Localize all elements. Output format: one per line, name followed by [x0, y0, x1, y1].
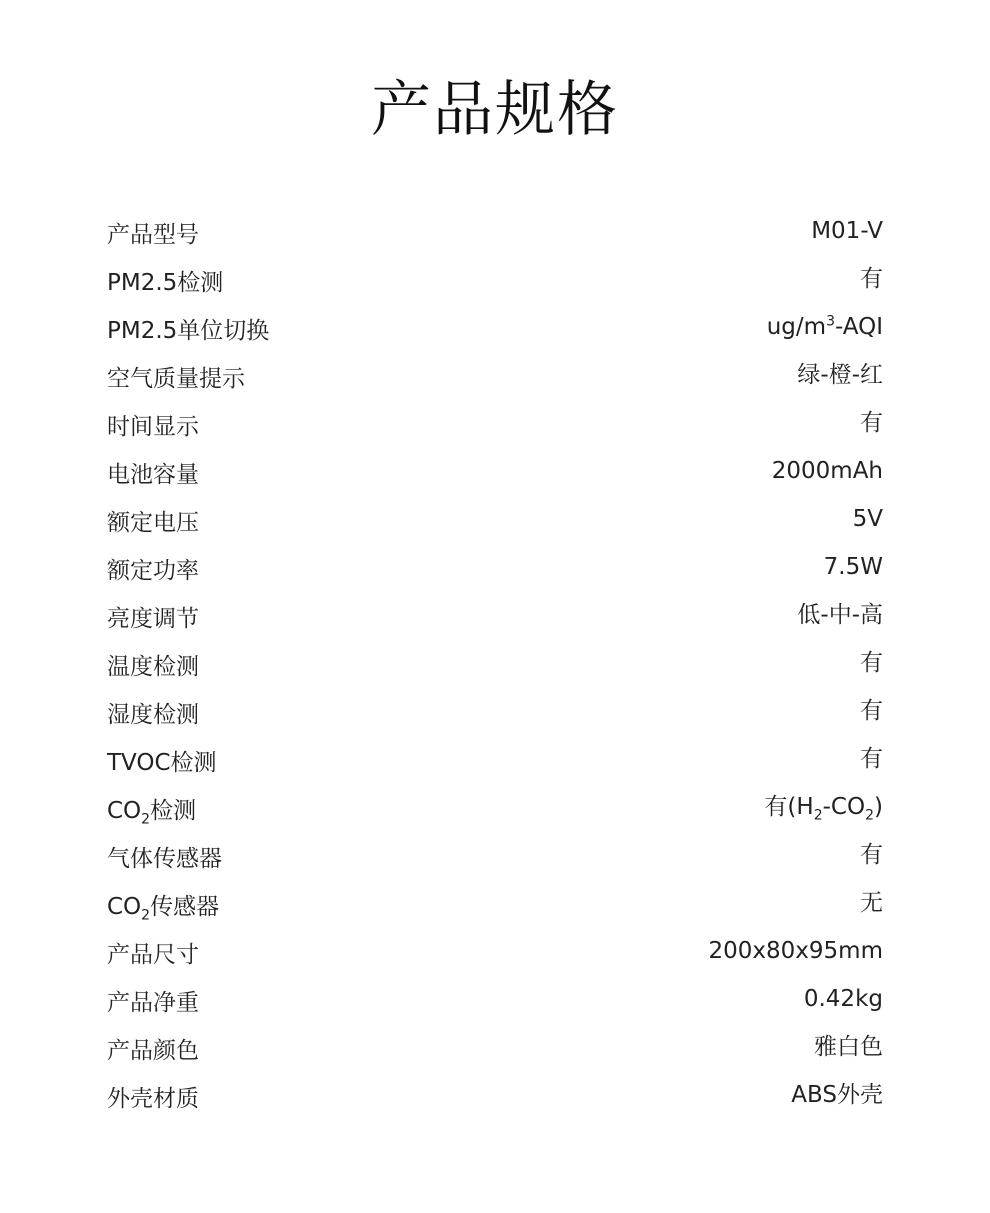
spec-list: [107, 211, 883, 1123]
spec-value: 5V: [852, 506, 883, 532]
spec-label: 额定功率: [107, 558, 199, 584]
spec-row-tvoc: [107, 739, 883, 787]
label-text: CO: [107, 894, 142, 920]
spec-label: [107, 883, 220, 924]
label-text: CO: [107, 798, 142, 824]
value-text: ): [874, 794, 883, 820]
label-text: 检测: [150, 798, 197, 824]
spec-label: 温度检测: [107, 654, 199, 680]
value-text: -AQI: [834, 314, 883, 340]
spec-row-brightness: [107, 595, 883, 643]
spec-value: 2000mAh: [771, 458, 883, 484]
spec-label: 电池容量: [107, 462, 199, 488]
value-text: -CO: [822, 794, 866, 820]
spec-value: 有: [860, 410, 883, 436]
spec-label: 产品型号: [107, 222, 199, 248]
spec-label: 产品颜色: [107, 1038, 199, 1064]
spec-row-pm25-detection: [107, 259, 883, 307]
spec-label: 产品尺寸: [107, 942, 199, 968]
spec-value: 有: [860, 746, 883, 772]
spec-label: 额定电压: [107, 510, 199, 536]
spec-label: PM2.5单位切换: [107, 318, 270, 344]
spec-value: 有: [860, 650, 883, 676]
spec-row-model: [107, 211, 883, 259]
spec-label: [107, 787, 197, 828]
page-title: 产品规格: [371, 75, 619, 145]
spec-row-air-quality-indicator: [107, 355, 883, 403]
spec-row-co2-sensor: [107, 883, 883, 931]
spec-label: 湿度检测: [107, 702, 199, 728]
subscript: 2: [813, 807, 823, 824]
spec-label: 亮度调节: [107, 606, 199, 632]
spec-value: [764, 787, 883, 824]
superscript: 3: [826, 313, 835, 330]
spec-value: ABS外壳: [791, 1082, 883, 1108]
spec-value: 雅白色: [814, 1034, 883, 1060]
spec-row-net-weight: [107, 979, 883, 1027]
spec-value: M01-V: [811, 218, 883, 244]
spec-value: [767, 307, 883, 339]
spec-value: 无: [860, 890, 883, 916]
spec-row-color: [107, 1027, 883, 1075]
spec-value: 低-中-高: [797, 602, 883, 628]
value-text: ug/m: [766, 314, 827, 340]
spec-label: 产品净重: [107, 990, 199, 1016]
spec-row-temperature: [107, 643, 883, 691]
spec-row-shell-material: [107, 1075, 883, 1123]
spec-value: 有: [860, 842, 883, 868]
spec-row-battery-capacity: [107, 451, 883, 499]
spec-row-rated-voltage: [107, 499, 883, 547]
subscript: 2: [141, 811, 151, 828]
spec-label: 时间显示: [107, 414, 199, 440]
spec-value: 7.5W: [823, 554, 883, 580]
subscript: 2: [865, 807, 875, 824]
spec-row-gas-sensor: [107, 835, 883, 883]
spec-row-rated-power: [107, 547, 883, 595]
spec-row-time-display: [107, 403, 883, 451]
spec-value: 200x80x95mm: [708, 938, 883, 964]
spec-value: 有: [860, 698, 883, 724]
spec-label: 空气质量提示: [107, 366, 245, 392]
spec-label: PM2.5检测: [107, 270, 224, 296]
spec-label: 外壳材质: [107, 1086, 199, 1112]
spec-value: 0.42kg: [803, 986, 883, 1012]
value-text: 有(H: [764, 794, 814, 820]
label-text: 传感器: [150, 894, 220, 920]
spec-row-pm25-unit: [107, 307, 883, 355]
subscript: 2: [141, 907, 151, 924]
spec-row-co2-detection: [107, 787, 883, 835]
spec-row-dimensions: [107, 931, 883, 979]
spec-row-humidity: [107, 691, 883, 739]
spec-value: 绿-橙-红: [797, 362, 883, 388]
spec-label: TVOC检测: [107, 750, 217, 776]
spec-value: 有: [860, 266, 883, 292]
spec-label: 气体传感器: [107, 846, 222, 872]
